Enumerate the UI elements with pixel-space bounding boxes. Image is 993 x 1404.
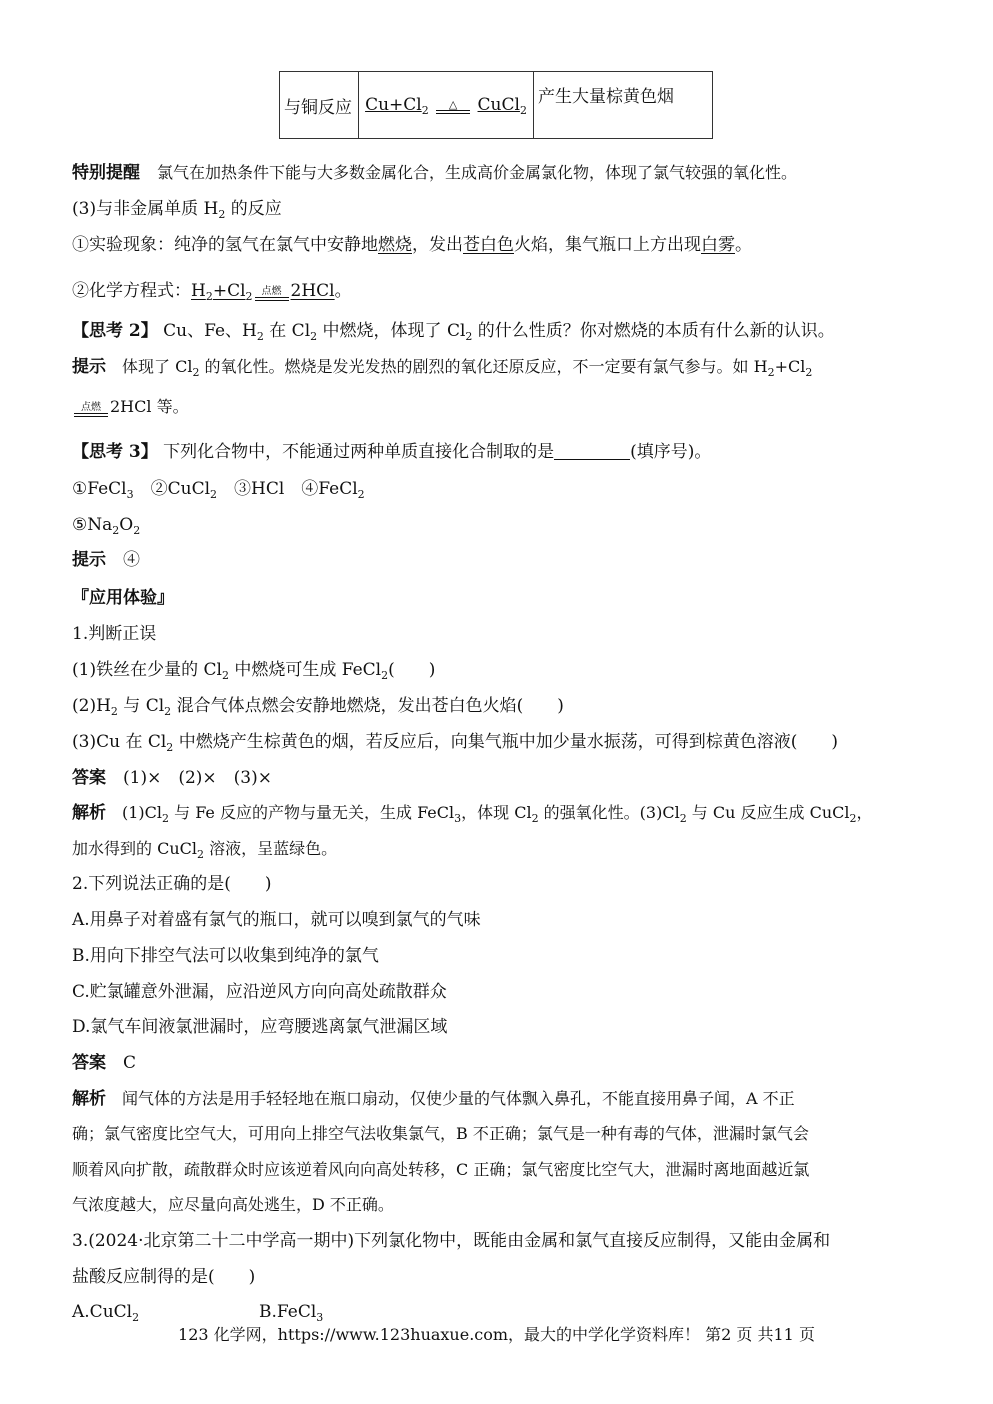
heat-condition-arrow: △	[436, 99, 470, 114]
q1-item-1: (1)铁丝在少量的 $Cl_2$ 中燃烧可生成 FeCl$_2$( )	[72, 660, 436, 682]
think-3-option-5: $⑤Na_2O_2$	[72, 515, 141, 537]
reaction-equation: $Cu+Cl_2$ △ CuCl$_2$	[359, 72, 534, 139]
ignite-condition-arrow: 点燃	[74, 402, 108, 417]
reaction-phenomenon: 产生大量棕黄色烟	[534, 72, 713, 139]
q3-title: 3.(2024·北京第二十二中学高一期中)下列氯化物中，既能由金属和氯气直接反应制得，又能由金属和	[72, 1231, 831, 1251]
q3-title-cont: 盐酸反应制得的是( )	[72, 1267, 256, 1287]
hint-3: 提示 ④	[72, 550, 140, 570]
answer-blank[interactable]	[554, 443, 630, 460]
q1-item-2: $(2)H_2$ 与 $Cl_2$ 混合气体点燃会安静地燃烧，发出苍白色火焰( )	[72, 696, 564, 718]
q3-option-b: B.FeCl$_3$	[259, 1302, 324, 1324]
q2-option-d: D.氯气车间液氯泄漏时，应弯腰逃离氯气泄漏区域	[72, 1017, 448, 1037]
q1-title: 1.判断正误	[72, 624, 157, 644]
think-2: 【思考 2】 Cu、Fe、$H_2$ 在 $Cl_2$ 中燃烧，体现了 $Cl_2$ 的什么性质？你对燃烧的本质有什么新的认识。	[72, 321, 835, 343]
q2-option-a: A.用鼻子对着盛有氯气的瓶口，就可以嗅到氯气的气味	[72, 910, 481, 930]
hint-2-cont: 点燃 2HCl 等。	[72, 396, 913, 418]
q2-option-b: B.用向下排空气法可以收集到纯净的氯气	[72, 946, 379, 966]
table-row	[280, 72, 713, 139]
reaction-table	[279, 71, 713, 139]
q2-option-c: C.贮氯罐意外泄漏，应沿逆风方向向高处疏散群众	[72, 982, 447, 1002]
page-footer: 123 化学网，https://www.123huaxue.com，最大的中学化学资料库！ 第2 页 共11 页	[178, 1325, 815, 1344]
section-3-heading: (3)与非金属单质 $H_2$ 的反应	[72, 199, 282, 221]
q2-answer: 答案 C	[72, 1053, 137, 1073]
q1-answer: 答案 (1)× (2)× (3)×	[72, 768, 272, 788]
think-3: 【思考 3】 下列化合物中，不能通过两种单质直接化合制取的是 (填序号)。	[72, 442, 712, 462]
q1-explanation-cont: 加水得到的 CuCl$_2$ 溶液，呈蓝绿色。	[72, 839, 338, 861]
reaction-label: 与铜反应	[280, 72, 359, 139]
hint-2: 提示 体现了 $Cl_2$ 的氧化性。燃烧是发光发热的剧烈的氧化还原反应，不一定要有氯气参与。如 $H_2+Cl_2$	[72, 357, 813, 379]
q1-explanation: 解析 $(1)Cl_2$ 与 Fe 反应的产物与量无关，生成 FeCl$_3$，体现 $Cl_2$ 的强氧化性。$(3)Cl_2$ 与 Cu 反应生成 CuCl$_2$，	[72, 803, 873, 825]
experiment-phenomenon: ①实验现象：纯净的氢气在氯气中安静地燃烧，发出苍白色火焰，集气瓶口上方出现白雾。	[72, 235, 752, 255]
q2-title: 2.下列说法正确的是( )	[72, 874, 272, 894]
think-3-options: ①FeCl$_3$ ②CuCl$_2$ ③HCl ④FeCl$_2$	[72, 479, 365, 501]
q2-explanation-line-2: 确；氯气密度比空气大，可用向上排空气法收集氯气，B 不正确；氯气是一种有毒的气体，泄漏时氯气会	[72, 1124, 809, 1143]
special-tip: 特别提醒 氯气在加热条件下能与大多数金属化合，生成高价金属氯化物，体现了氯气较强的氧化性。	[72, 163, 798, 183]
q3-options	[72, 1301, 913, 1323]
q3-option-a: A.CuCl$_2$	[72, 1302, 140, 1324]
q2-explanation: 解析 闻气体的方法是用手轻轻地在瓶口扇动，仅使少量的气体飘入鼻孔，不能直接用鼻子闻，A 不正	[72, 1089, 795, 1109]
ignite-condition-arrow: 点燃	[255, 286, 289, 301]
q1-item-3: (3)Cu 在 $Cl_2$ 中燃烧产生棕黄色的烟，若反应后，向集气瓶中加少量水振荡，可得到棕黄色溶液( )	[72, 732, 838, 754]
q2-explanation-line-4: 气浓度越大，应尽量向高处逃生，D 不正确。	[72, 1195, 394, 1214]
application-heading: 『应用体验』	[72, 588, 174, 608]
q2-explanation-line-3: 顺着风向扩散，疏散群众时应该逆着风向向高处转移，C 正确；氯气密度比空气大，泄漏时离地面越近氯	[72, 1160, 810, 1179]
chemical-equation: ②化学方程式：$H_2+Cl_2$ 点燃 2HCl。	[72, 281, 352, 303]
